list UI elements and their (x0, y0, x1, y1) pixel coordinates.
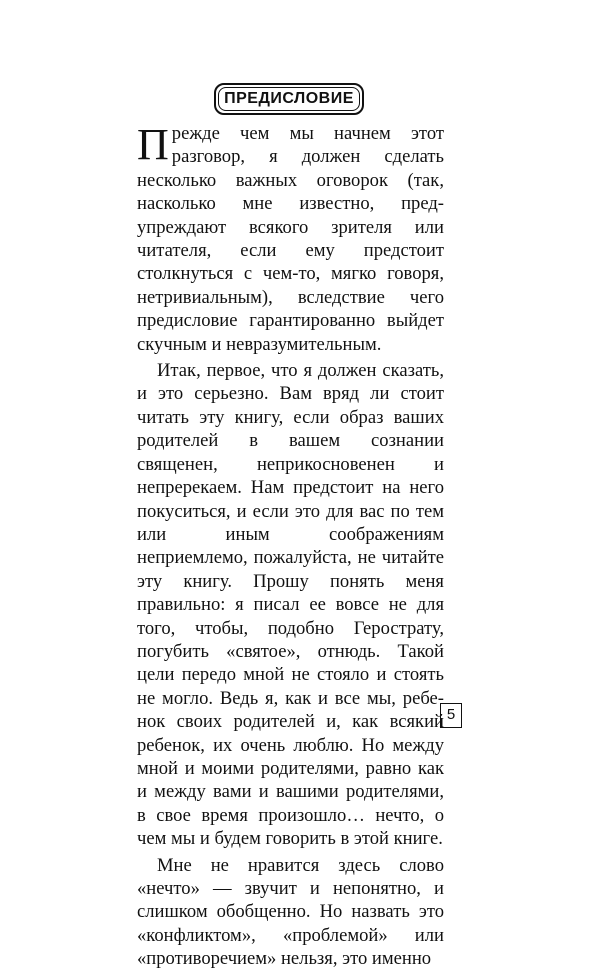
page-number: 5 (440, 703, 462, 728)
paragraph-2: Итак, первое, что я должен сказать, и это серьезно. Вам вряд ли стоит читать эту книгу, если образ ваших родителей в вашем сознании священен, неприкосновенен и непререкаем. Нам предстоит на него покуситься, и если это для вас по тем или иным соображениям неприемлемо, пожалуйста, не читайте эту книгу. Прошу понять меня правильно: я писал ее вовсе не для того, чтобы, подобно Герострату, погубить «святое», отнюдь. Такой цели передо мной не стояло и стоять не могло. Ведь я, как и все мы, ребенок своих родителей и, как всякий ребенок, их очень люблю. Но между мной и моими родителями, равно как и между вами и вашими родителями, в свое время произошло… нечто, о чем мы и будем говорить в этой книге. (137, 360, 444, 850)
paragraph-1 (137, 122, 444, 356)
paragraph-3: Мне не нравится здесь слово «нечто» — звучит и непонятно, и слишком обобщенно. Но назвать это «конфликтом», «проблемой» или «противоречием» нельзя, это именно (137, 854, 444, 970)
drop-cap: П (137, 120, 169, 169)
chapter-heading: ПРЕДИСЛОВИЕ (224, 90, 354, 107)
body-text (137, 122, 444, 971)
paragraph-1-text: режде чем мы начнем этот разговор, я должен сделать несколько важных оговорок (так, насколько мне известно, предупреждают всякого зрителя или читателя, если ему предстоит столкнуться с чем-то, мягко говоря, нетривиальным), вследствие чего предисловие гарантированно выйдет скучным и невразумительным. (137, 123, 444, 355)
heading-frame (214, 83, 364, 115)
